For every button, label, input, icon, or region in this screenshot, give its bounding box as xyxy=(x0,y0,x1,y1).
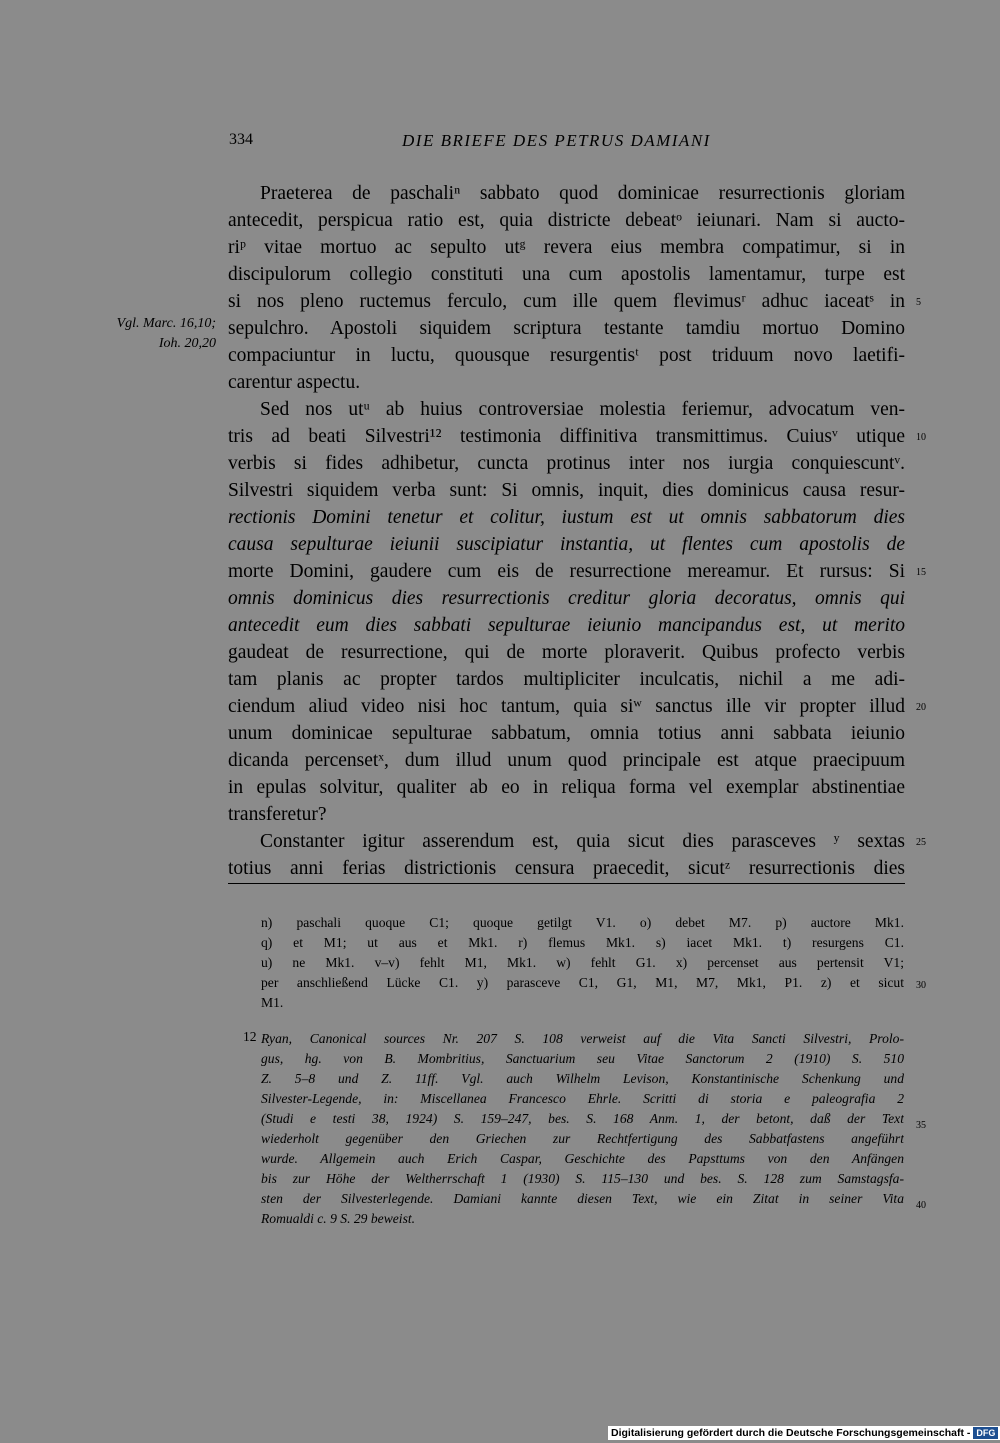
footnote-line: Silvester-Legende, in: Miscellanea Francesco Ehrle. Scritti di storia e paleografia 2 xyxy=(261,1091,904,1106)
text-line: sepulchro. Apostoli siquidem scriptura testante tamdiu mortuo Domino xyxy=(228,318,905,339)
text-line: totius anni ferias districtionis censura praecedit, sicutᶻ resurrectionis dies xyxy=(228,858,905,879)
text-line: si nos pleno ructemus ferculo, cum ille quem flevimusʳ adhuc iaceatˢ in xyxy=(228,291,905,312)
text-line: discipulorum collegio constituti una cum apostolis lamentamur, turpe est xyxy=(228,264,905,285)
text-line: dicanda percensetˣ, dum illud unum quod principale est atque praecipuum xyxy=(228,750,905,771)
text-line: verbis si fides adhibetur, cuncta protinus inter nos iurgia conquiescuntᵛ. xyxy=(228,453,905,474)
footnote-rule xyxy=(228,883,905,884)
margin-reference-line: Ioh. 20,20 xyxy=(158,336,216,351)
line-number: 5 xyxy=(916,297,921,308)
footnote-line: Z. 5–8 und Z. 11ff. Vgl. auch Wilhelm Levison, Konstantinische Schenkung und xyxy=(261,1071,904,1086)
footnote-line: wiederholt gegenüber den Griechen zur Rechtfertigung des Sabbatfastens angeführt xyxy=(261,1131,904,1146)
margin-reference xyxy=(117,314,216,354)
footnote-line: sten der Silvesterlegende. Damiani kannte diesen Text, wie ein Zitat in seiner Vita xyxy=(261,1191,904,1206)
text-line: morte Domini, gaudere cum eis de resurrectione mereamur. Et rursus: Si xyxy=(228,561,905,582)
line-number: 15 xyxy=(916,567,926,578)
digitization-banner xyxy=(608,1426,1000,1440)
footnote-line: (Studi e testi 38, 1924) S. 159–247, bes. S. 168 Anm. 1, der betont, daß der Text xyxy=(261,1111,904,1126)
text-line: compaciuntur in luctu, quousque resurgentisᵗ post triduum novo laetifi- xyxy=(228,345,905,366)
text-line: antecedit, perspicua ratio est, quia districte debeatᵒ ieiunari. Nam si aucto- xyxy=(228,210,905,231)
line-number: 10 xyxy=(916,432,926,443)
text-line: gaudeat de resurrectione, qui de morte ploraverit. Quibus profecto verbis xyxy=(228,642,905,663)
text-line: Sed nos utᵘ ab huius controversiae molestia feriemur, advocatum ven- xyxy=(260,399,905,420)
text-line: unum dominicae sepulturae sabbatum, omnia totius anni sabbata ieiunio xyxy=(228,723,905,744)
text-line: transferetur? xyxy=(228,804,327,825)
footnote-number: 12 xyxy=(243,1029,257,1044)
running-title: DIE BRIEFE DES PETRUS DAMIANI xyxy=(402,131,711,150)
text-line: Constanter igitur asserendum est, quia sicut dies parasceves ʸ sextas xyxy=(260,831,905,852)
apparatus-line: M1. xyxy=(261,995,284,1010)
apparatus-line: per anschließend Lücke C1. y) parasceve C1, G1, M1, M7, Mk1, P1. z) et sicut xyxy=(261,975,904,990)
line-number: 20 xyxy=(916,702,926,713)
apparatus-line: q) et M1; ut aus et Mk1. r) flemus Mk1. s) iacet Mk1. t) resurgens C1. xyxy=(261,935,904,950)
footnote-line: Romualdi c. 9 S. 29 beweist. xyxy=(261,1211,416,1226)
banner-text: Digitalisierung gefördert durch die Deutsche Forschungsgemeinschaft - xyxy=(611,1427,971,1439)
footnote-line: gus, hg. von B. Mombritius, Sanctuarium seu Vitae Sanctorum 2 (1910) S. 510 xyxy=(261,1051,904,1066)
footnote-line: wurde. Allgemein auch Erich Caspar, Geschichte des Papsttums von den Anfängen xyxy=(261,1151,904,1166)
apparatus-line: n) paschali quoque C1; quoque getilgt V1. o) debet M7. p) auctore Mk1. xyxy=(261,915,904,930)
line-number: 35 xyxy=(916,1120,926,1131)
line-number: 25 xyxy=(916,837,926,848)
dfg-logo-icon: DFG xyxy=(973,1427,998,1439)
text-line: riᵖ vitae mortuo ac sepulto utᵍ revera eius membra compatimur, si in xyxy=(228,237,905,258)
text-line: rectionis Domini tenetur et colitur, iustum est ut omnis sabbatorum dies xyxy=(228,507,905,528)
text-line: causa sepulturae ieiunii suscipiatur instantia, ut flentes cum apostolis de xyxy=(228,534,905,555)
text-line: Silvestri siquidem verba sunt: Si omnis, inquit, dies dominicus causa resur- xyxy=(228,480,905,501)
text-line: ciendum aliud video nisi hoc tantum, quia siʷ sanctus ille vir propter illud xyxy=(228,696,905,717)
text-line: antecedit eum dies sabbati sepulturae ieiunio mancipandus est, ut merito xyxy=(228,615,905,636)
margin-reference-line: Vgl. Marc. 16,10; xyxy=(116,316,216,331)
line-number: 30 xyxy=(916,980,926,991)
line-number: 40 xyxy=(916,1200,926,1211)
footnote-line: bis zur Höhe der Weltherrschaft 1 (1930) S. 115–130 und bes. S. 128 zum Samstagsfa- xyxy=(261,1171,904,1186)
page-number: 334 xyxy=(229,131,253,148)
apparatus-line: u) ne Mk1. v–v) fehlt M1, Mk1. w) fehlt G1. x) percenset aus pertensit V1; xyxy=(261,955,904,970)
footnote-line: Ryan, Canonical sources Nr. 207 S. 108 verweist auf die Vita Sancti Silvestri, Prolo- xyxy=(261,1031,904,1046)
text-line: in epulas solvitur, qualiter ab eo in reliqua forma vel exemplar abstinentiae xyxy=(228,777,905,798)
text-line: tam planis ac propter tardos multipliciter inculcatis, nichil a me adi- xyxy=(228,669,905,690)
text-line: omnis dominicus dies resurrectionis creditur gloria decoratus, omnis qui xyxy=(228,588,905,609)
text-line: Praeterea de paschaliⁿ sabbato quod dominicae resurrectionis gloriam xyxy=(260,183,905,204)
text-line: tris ad beati Silvestri¹² testimonia diffinitiva transmittimus. Cuiusᵛ utique xyxy=(228,426,905,447)
text-line: carentur aspectu. xyxy=(228,372,361,393)
